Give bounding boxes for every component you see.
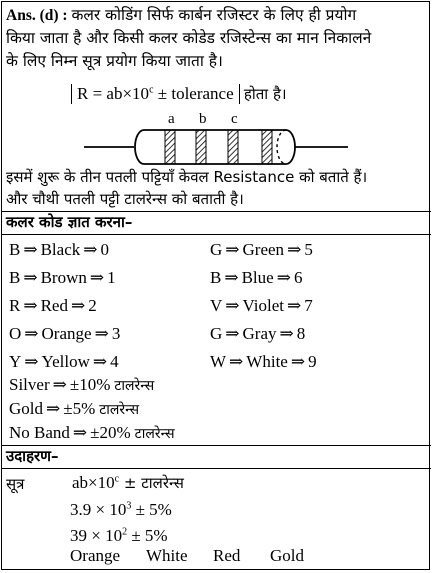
resistance-formula	[71, 84, 287, 104]
step-1-exp: 3	[126, 500, 132, 512]
tolerance-word: टालरेन्स	[99, 402, 140, 418]
band-color-name: Orange	[70, 546, 121, 565]
arrow-icon: ⇒	[70, 296, 86, 315]
arrow-icon: ⇒	[225, 240, 240, 259]
arrow-icon: ⇒	[279, 324, 294, 343]
divider-3	[1, 445, 431, 446]
arrow-icon: ⇒	[72, 423, 88, 442]
color-code-row	[9, 296, 97, 316]
color-code-row	[210, 240, 313, 260]
example-step-1	[70, 500, 172, 520]
resistor-diagram	[0, 108, 433, 168]
band-color-name: Gold	[270, 546, 304, 565]
step-1-tail: ± 5%	[131, 500, 172, 519]
band-d	[262, 130, 272, 164]
color-letter: W	[210, 352, 227, 371]
tolerance-row	[9, 423, 175, 443]
color-code-row	[210, 296, 313, 316]
color-value: 0	[100, 240, 109, 259]
color-value: 8	[296, 324, 306, 343]
color-name: Green	[242, 240, 285, 259]
arrow-icon: ⇒	[290, 352, 306, 371]
tolerance-band: Silver	[9, 375, 50, 394]
arrow-icon: ⇒	[23, 240, 38, 259]
intro-line-2: किया जाता है और किसी कलर कोडेड रजिस्टेन्स का मान निकालने	[6, 29, 372, 47]
color-name: Red	[40, 296, 68, 315]
color-name: Brown	[40, 268, 87, 287]
band-b	[196, 130, 206, 164]
color-letter: R	[9, 296, 21, 315]
band-c	[228, 130, 238, 164]
tolerance-value: ±10%	[69, 375, 111, 394]
color-letter: B	[210, 268, 222, 287]
color-code-row	[210, 268, 302, 288]
tolerance-value: ±5%	[63, 399, 96, 418]
explanation-line-1: इसमें शुरू के तीन पतली पट्टियाँ केवल Resistance को बताते हैं।	[6, 168, 368, 186]
color-code-row	[9, 324, 120, 344]
color-value: 1	[107, 268, 116, 287]
color-name: White	[246, 352, 288, 371]
band-color-name: White	[146, 546, 188, 565]
arrow-icon: ⇒	[276, 268, 291, 287]
arrow-icon: ⇒	[46, 399, 61, 418]
step-2-exp: 2	[122, 526, 128, 538]
arrow-icon: ⇒	[24, 352, 39, 371]
example-formula-exp: c	[114, 473, 120, 485]
arrow-icon: ⇒	[287, 240, 302, 259]
color-code-row	[9, 268, 116, 288]
color-letter: Y	[9, 352, 22, 371]
band-label-a: a	[168, 111, 175, 127]
tolerance-band: Gold	[9, 399, 43, 418]
color-letter: B	[9, 240, 21, 259]
band-a	[165, 130, 175, 164]
tolerance-value: ±20%	[90, 423, 131, 442]
color-value: 5	[304, 240, 313, 259]
arrow-icon: ⇒	[92, 352, 108, 371]
arrow-icon: ⇒	[23, 296, 38, 315]
color-name: Orange	[41, 324, 92, 343]
formula-suffix: होता है।	[243, 85, 287, 103]
tolerance-band: No Band	[9, 423, 70, 442]
tolerance-row	[9, 375, 154, 395]
color-name: Blue	[241, 268, 274, 287]
color-value: 2	[88, 296, 97, 315]
explanation-line-2: और चौथी पतली पट्टी टालरेन्स को बताती है।	[6, 190, 244, 208]
arrow-icon: ⇒	[83, 240, 98, 259]
example-heading: उदाहरण–	[6, 447, 59, 465]
color-code-row	[9, 352, 119, 372]
color-name: Gray	[242, 324, 277, 343]
step-1-base: 3.9 × 10	[70, 500, 127, 519]
formula-exponent: c	[149, 84, 154, 96]
intro-line-3: के लिए निम्न सूत्र प्रयोग किया जाता है।	[6, 52, 223, 70]
example-formula-base: ab×10	[72, 473, 115, 492]
arrow-icon: ⇒	[225, 296, 240, 315]
step-2-base: 39 × 10	[70, 526, 123, 545]
color-letter: G	[210, 324, 223, 343]
band-label-c: c	[231, 111, 238, 127]
arrow-icon: ⇒	[94, 324, 109, 343]
tolerance-row	[9, 399, 139, 419]
tolerance-word: टालरेन्स	[134, 426, 175, 442]
intro-text-1: कलर कोडिंग सिर्फ कार्बन रजिस्टर के लिए ही प्रयोग	[71, 6, 357, 24]
divider-4	[1, 468, 431, 469]
tolerance-word: टालरेन्स	[114, 378, 155, 394]
example-formula	[72, 473, 184, 493]
color-letter: O	[9, 324, 22, 343]
color-letter: B	[9, 268, 21, 287]
arrow-icon: ⇒	[23, 268, 38, 287]
arrow-icon: ⇒	[52, 375, 67, 394]
color-letter: V	[210, 296, 223, 315]
formula-tail: ± tolerance	[153, 84, 234, 103]
arrow-icon: ⇒	[24, 324, 39, 343]
divider-2	[1, 234, 431, 235]
color-name: Black	[40, 240, 81, 259]
arrow-icon: ⇒	[224, 268, 239, 287]
formula-expression: R = ab×10	[77, 84, 150, 103]
color-name: Yellow	[41, 352, 90, 371]
band-color-name: Red	[213, 546, 241, 565]
arrow-icon: ⇒	[229, 352, 244, 371]
color-value: 7	[304, 296, 313, 315]
intro-line-1	[6, 4, 356, 27]
example-step-2	[70, 526, 168, 546]
example-formula-tail: ± टालरेन्स	[119, 474, 184, 492]
color-value: 9	[308, 352, 317, 371]
step-2-tail: ± 5%	[127, 526, 168, 545]
arrow-icon: ⇒	[225, 324, 240, 343]
color-letter: G	[210, 240, 223, 259]
color-code-row	[210, 352, 317, 372]
arrow-icon: ⇒	[287, 296, 302, 315]
color-name: Violet	[242, 296, 285, 315]
band-label-b: b	[199, 111, 207, 127]
color-value: 6	[293, 268, 303, 287]
color-value: 3	[111, 324, 121, 343]
color-code-row	[210, 324, 305, 344]
formula-label: सूत्र	[6, 475, 25, 493]
color-code-heading: कलर कोड ज्ञात करना–	[6, 213, 133, 231]
color-value: 4	[110, 352, 119, 371]
answer-label: Ans. (d) :	[6, 7, 68, 24]
arrow-icon: ⇒	[89, 268, 105, 287]
color-code-row	[9, 240, 109, 260]
